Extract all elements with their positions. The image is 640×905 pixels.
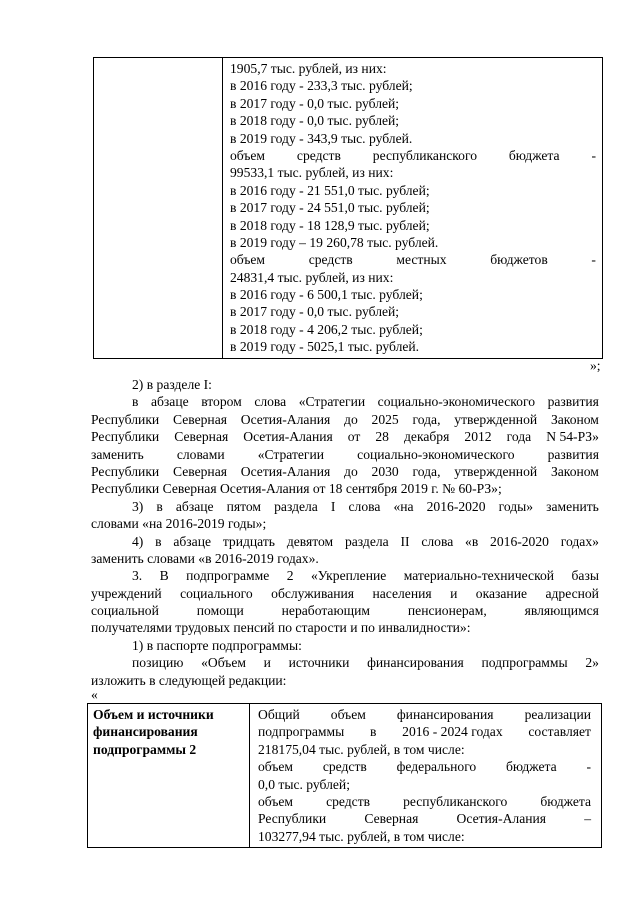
word: II (400, 533, 410, 549)
word: 2016 - 2024 годах (402, 724, 503, 740)
word: Республики (91, 429, 160, 445)
word: абзаце (173, 533, 212, 549)
word: В (159, 568, 169, 584)
word: социально-экономического (377, 394, 536, 410)
table2-header-cell (88, 704, 250, 848)
paragraph-4-line: заменить словами «в 2016-2019 годах». (91, 550, 319, 566)
word: пенсионерам, (407, 603, 487, 619)
word: Осетия-Алания (240, 411, 331, 427)
word: Северная (172, 463, 227, 479)
table-line: в 2019 году - 343,9 тыс. рублей. (230, 130, 413, 146)
word: «Укрепление (310, 568, 387, 584)
word: местных (396, 252, 447, 268)
word: Осетия-Алания (456, 811, 547, 827)
paragraph-subprogram-line (91, 567, 599, 584)
table1-content-cell (223, 58, 603, 359)
table-line: 24831,4 тыс. рублей, из них: (230, 269, 394, 285)
word: утвержденной (454, 411, 538, 427)
word: – (584, 811, 591, 827)
word: Республики (91, 463, 160, 479)
word: 28 (375, 429, 389, 445)
word: Осетия-Алания (243, 429, 333, 445)
paragraph-2-section-1: 2) в разделе I: (132, 377, 212, 392)
table2-content-cell (250, 704, 602, 848)
body-text (91, 376, 599, 689)
word: - (586, 759, 591, 775)
table-line: 1905,7 тыс. рублей, из них: (230, 61, 387, 76)
word: и (263, 655, 271, 671)
word: 2012 (464, 429, 492, 445)
word: от (347, 429, 361, 445)
word: Республики (91, 411, 160, 427)
paragraph-strategy-line (91, 411, 599, 428)
word: слова (348, 498, 381, 514)
word: 2016-2020 (490, 533, 549, 549)
word: финансирования (396, 707, 494, 722)
table-line-justified (258, 758, 591, 775)
word: объем (330, 707, 366, 722)
word: и (450, 585, 458, 601)
word: материально-технической (403, 568, 555, 584)
word: 2030 (371, 463, 399, 479)
word: развития (547, 394, 599, 410)
word: подпрограммы (258, 724, 345, 740)
word: бюджета (506, 759, 557, 775)
word: базы (571, 568, 599, 584)
word: Республики (258, 811, 327, 827)
word: слова (254, 394, 287, 410)
table-line: 99533,1 тыс. рублей, из них: (230, 165, 394, 181)
word: федерального (396, 759, 477, 775)
table-line-justified (258, 723, 591, 740)
word: средств (326, 793, 371, 809)
paragraph-4-line (91, 533, 599, 550)
word: республиканского (403, 793, 508, 809)
word: раздела (274, 498, 318, 514)
table-line: в 2019 году - 5025,1 тыс. рублей. (230, 339, 420, 355)
word: бюджета (508, 147, 560, 163)
word: Осетия-Алания (240, 463, 331, 479)
word: - (591, 147, 596, 163)
opening-quote: « (91, 687, 98, 702)
word: до (344, 463, 358, 479)
table-line: в 2018 году - 4 206,2 тыс. рублей; (230, 321, 423, 337)
word: декабря (404, 429, 450, 445)
word: объем (258, 759, 294, 775)
word: девятом (286, 533, 334, 549)
word: финансирования (367, 655, 464, 671)
paragraph-subprogram-line (91, 585, 599, 602)
paragraph-passport: 1) в паспорте подпрограммы: (132, 637, 302, 653)
word: в (132, 394, 139, 410)
table-line: в 2016 году - 21 551,0 тыс. рублей; (230, 182, 430, 198)
word: Северная (174, 429, 229, 445)
word: объем (258, 793, 294, 809)
paragraph-subprogram-line: получателями трудовых пенсий по старости и по инвалидности»: (91, 620, 471, 636)
paragraph-3-line (91, 498, 599, 515)
word: бюджетов (490, 252, 548, 268)
word: словами (176, 446, 225, 462)
word: являющимся (524, 603, 599, 619)
paragraph-position-line: изложить в следующей редакции: (91, 672, 287, 688)
word: учреждений (91, 585, 162, 601)
table1-empty-cell (94, 58, 223, 359)
word: абзаце (150, 394, 189, 410)
word: N 54-РЗ» (546, 429, 599, 445)
word: Законом (550, 411, 599, 427)
table-line: в 2018 году - 18 128,9 тыс. рублей; (230, 217, 430, 233)
word: Законом (550, 463, 599, 479)
word: пятом (226, 498, 262, 514)
word: Общий (258, 707, 300, 722)
word: оказание (475, 585, 528, 601)
word: объем (230, 252, 266, 268)
word: средств (296, 147, 341, 163)
closing-quote: »; (590, 358, 601, 373)
word: объем (230, 147, 266, 163)
table-line: 103277,94 тыс. рублей, в том числе: (258, 828, 465, 844)
word: бюджета (540, 793, 591, 809)
word: до (344, 411, 358, 427)
table-line: 0,0 тыс. рублей; (258, 776, 350, 792)
word: социальной (91, 603, 159, 619)
word: - (591, 252, 596, 268)
word: позицию (132, 655, 184, 671)
word: составляет (528, 724, 591, 740)
word: социально-экономического (357, 446, 515, 462)
table2-header-line: подпрограммы 2 (93, 741, 197, 757)
word: социального (180, 585, 253, 601)
table-line-justified (258, 706, 591, 723)
word: 2» (585, 655, 599, 671)
word: «Объем (201, 655, 246, 671)
paragraph-strategy-line (91, 463, 599, 480)
word: года, (412, 411, 441, 427)
word: реализации (524, 707, 591, 722)
word: в (369, 724, 377, 740)
word: I (330, 498, 336, 514)
paragraph-subprogram-line (91, 602, 599, 619)
word: 4) (132, 533, 144, 549)
funding-table-continuation (93, 57, 603, 359)
word: тридцать (222, 533, 276, 549)
word: года, (412, 463, 441, 479)
word: годах» (560, 533, 599, 549)
word: Северная (364, 811, 419, 827)
word: втором (201, 394, 242, 410)
paragraph-strategy-line: Республики Северная Осетия-Алания от 18 сентября 2019 г. № 60-РЗ»; (91, 481, 502, 497)
paragraph-3-line: словами «на 2016-2019 годы»; (91, 516, 267, 532)
word: годы» (498, 498, 534, 514)
word: «в (465, 533, 479, 549)
word: заменить (91, 446, 144, 462)
word: средств (322, 759, 367, 775)
word: раздела (344, 533, 389, 549)
table2-header-line: Объем и источники (93, 707, 214, 722)
word: неработающим (281, 603, 370, 619)
table-line: в 2016 году - 6 500,1 тыс. рублей; (230, 287, 423, 303)
word: «Стратегии (257, 446, 325, 462)
table-line-justified (258, 810, 591, 827)
word: Северная (172, 411, 227, 427)
word: обслуживания (271, 585, 355, 601)
table-line: 218175,04 тыс. рублей, в том числе: (258, 741, 465, 757)
table-line-justified (258, 793, 591, 810)
word: подпрограммы (481, 655, 568, 671)
word: населения (372, 585, 432, 601)
word: 2025 (371, 411, 399, 427)
word: заменить (546, 498, 599, 514)
table-line-justified (230, 147, 596, 164)
word: «на (393, 498, 414, 514)
word: «Стратегии (298, 394, 366, 410)
word: 2016-2020 (426, 498, 486, 514)
word: подпрограмме (186, 568, 270, 584)
paragraph-strategy-line (91, 446, 599, 463)
word: 3) (132, 498, 144, 514)
table-line: в 2017 году - 0,0 тыс. рублей; (230, 95, 400, 111)
word: средств (308, 252, 353, 268)
word: утвержденной (454, 463, 538, 479)
word: помощи (196, 603, 244, 619)
word: в (156, 498, 163, 514)
word: в (155, 533, 162, 549)
paragraph-strategy-line (91, 428, 599, 445)
word: развития (547, 446, 599, 462)
table-line-justified (230, 251, 596, 268)
paragraph-strategy-line (91, 393, 599, 410)
table2-header-line: финансирования (93, 724, 198, 740)
word: 2 (286, 568, 294, 584)
table-line: в 2016 году - 233,3 тыс. рублей; (230, 78, 413, 94)
table-line: в 2018 году - 0,0 тыс. рублей; (230, 113, 400, 129)
word: республиканского (372, 147, 478, 163)
table-line: в 2017 году - 0,0 тыс. рублей; (230, 304, 400, 320)
table-line: в 2019 году – 19 260,78 тыс. рублей. (230, 234, 439, 250)
word: абзаце (175, 498, 214, 514)
word: 3. (132, 568, 143, 584)
subprogram-2-funding-table (87, 703, 602, 848)
paragraph-position-line (91, 654, 599, 671)
table-line: в 2017 году - 24 551,0 тыс. рублей; (230, 200, 430, 216)
word: адресной (545, 585, 599, 601)
word: года (506, 429, 532, 445)
word: источники (288, 655, 350, 671)
word: слова (421, 533, 454, 549)
